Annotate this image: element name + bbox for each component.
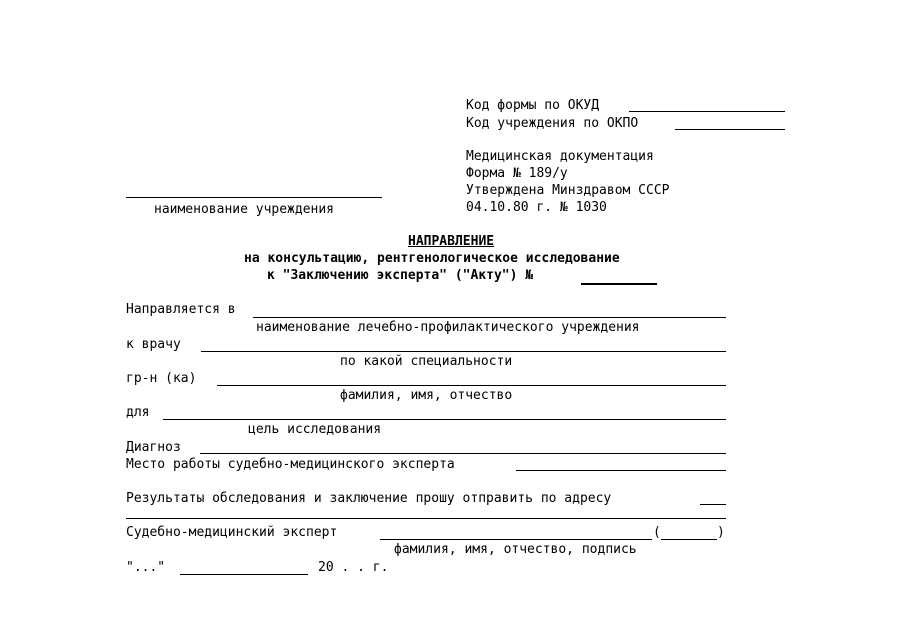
citizen-field[interactable] [217, 385, 726, 386]
title-line-3: к "Заключению эксперта" ("Акту") № [267, 268, 534, 283]
institution-caption: наименование учреждения [154, 202, 335, 217]
diagnosis-label: Диагноз [126, 440, 181, 455]
results-address-field-1[interactable] [700, 504, 726, 505]
citizen-caption: фамилия, имя, отчество [340, 388, 513, 403]
okpo-field[interactable] [675, 129, 785, 130]
doc-line-2: Форма № 189/у [466, 166, 568, 181]
doctor-caption: по какой специальности [340, 354, 513, 369]
okud-field[interactable] [629, 111, 785, 112]
results-label: Результаты обследования и заключение прошу отправить по адресу [126, 491, 612, 506]
sent-to-caption: наименование лечебно-профилактического учреждения [256, 320, 640, 335]
sent-to-field[interactable] [253, 317, 726, 318]
okud-label: Код формы по ОКУД [466, 98, 600, 113]
purpose-field[interactable] [163, 419, 726, 420]
diagnosis-field[interactable] [200, 453, 726, 454]
okpo-label: Код учреждения по ОКПО [466, 116, 639, 131]
doc-line-1: Медицинская документация [466, 149, 654, 164]
purpose-caption: цель исследования [248, 422, 382, 437]
expert-paren-close: ) [717, 525, 725, 540]
expert-signature-field[interactable] [661, 539, 717, 540]
date-quote: "..." [126, 560, 166, 575]
citizen-label: гр-н (ка) [126, 371, 197, 386]
doctor-label: к врачу [126, 337, 181, 352]
title-line-2: на консультацию, рентгенологическое исследование [244, 251, 620, 266]
results-address-field-2[interactable] [126, 518, 726, 519]
doc-line-4: 04.10.80 г. № 1030 [466, 200, 607, 215]
workplace-label: Место работы судебно-медицинского эксперта [126, 457, 455, 472]
purpose-label: для [126, 405, 150, 420]
date-year: 20 . . г. [318, 560, 389, 575]
title-heading: НАПРАВЛЕНИЕ [408, 234, 495, 249]
expert-paren-open: ( [653, 525, 661, 540]
doc-line-3: Утверждена Минздравом СССР [466, 183, 670, 198]
act-number-field[interactable] [581, 283, 657, 285]
expert-name-field[interactable] [380, 539, 652, 540]
workplace-field[interactable] [516, 470, 726, 471]
expert-label: Судебно-медицинский эксперт [126, 525, 338, 540]
date-month-field[interactable] [180, 574, 308, 575]
doctor-field[interactable] [201, 351, 726, 352]
institution-field[interactable] [126, 197, 382, 198]
sent-to-label: Направляется в [126, 302, 236, 317]
expert-caption: фамилия, имя, отчество, подпись [394, 542, 637, 557]
